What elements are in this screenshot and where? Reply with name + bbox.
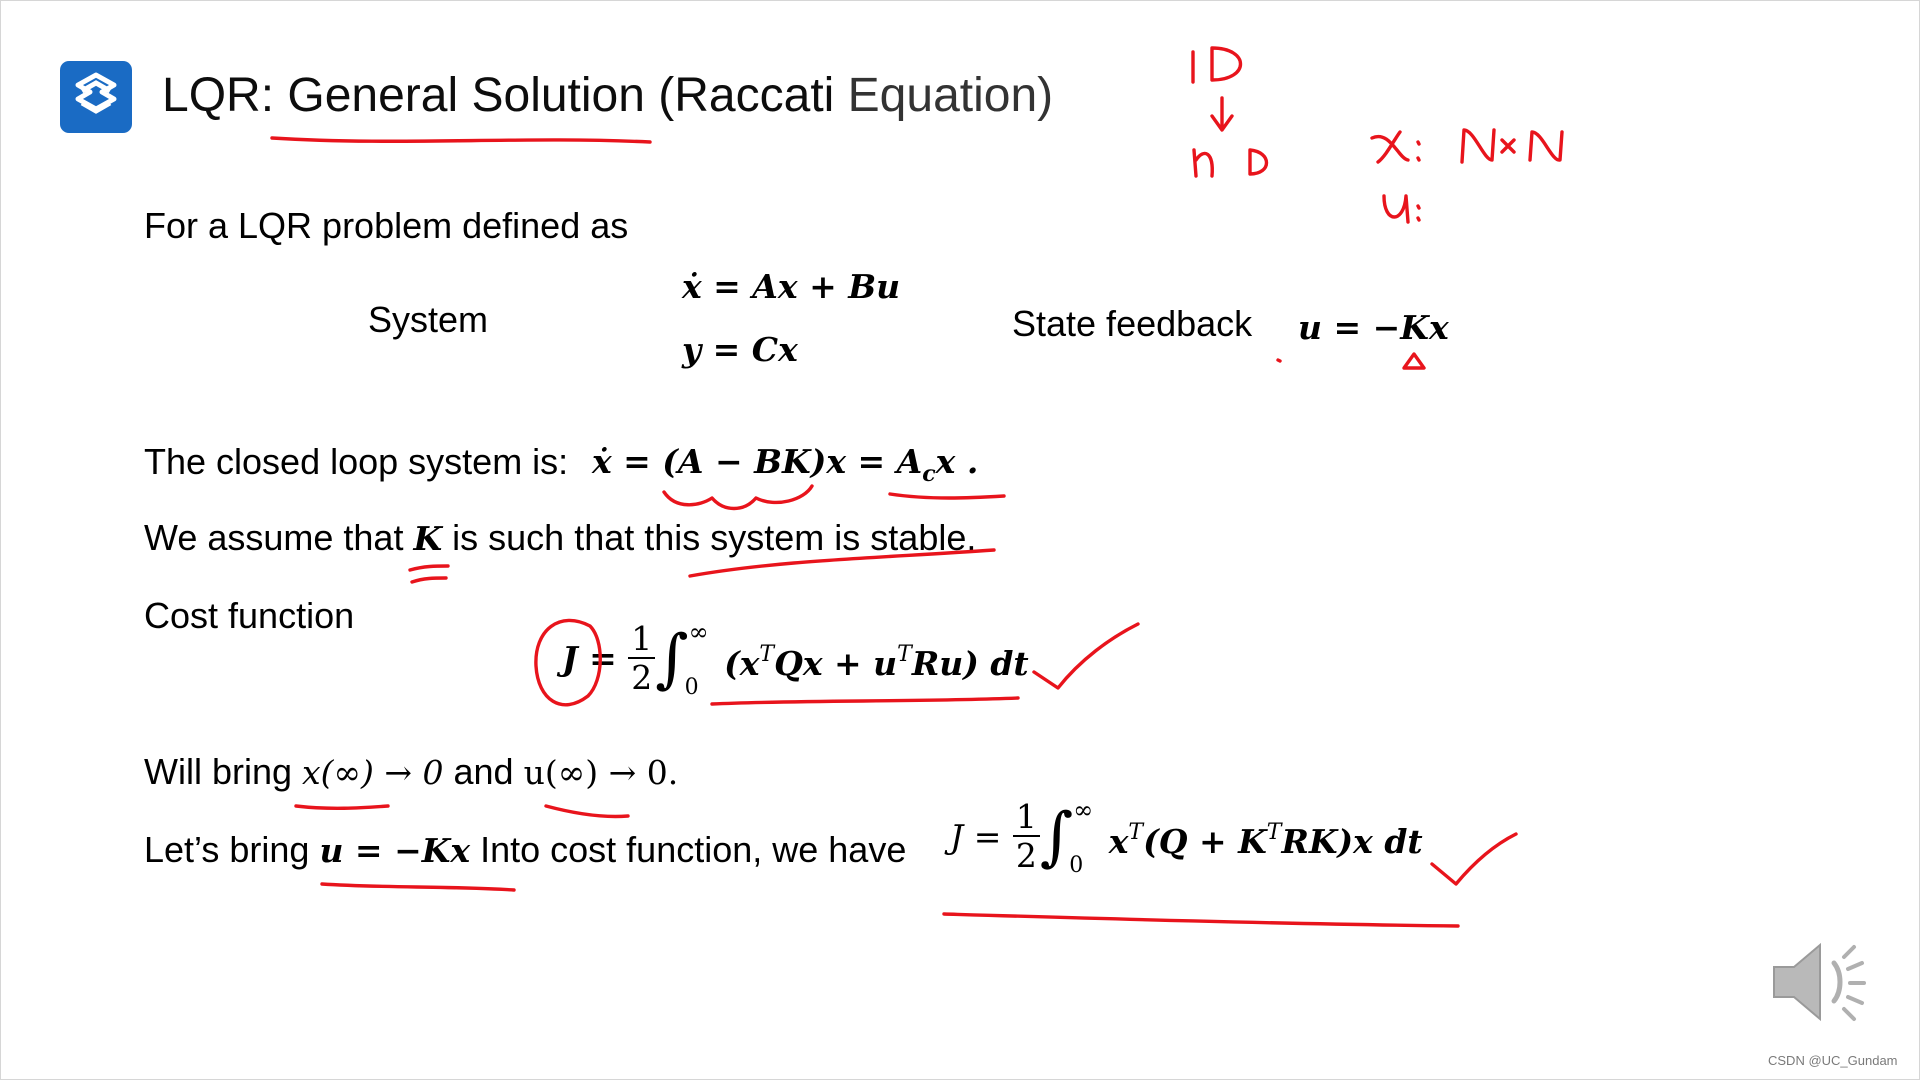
cost-function-label: Cost function <box>144 595 355 636</box>
slide-title <box>162 66 1053 126</box>
cost2-mid: (Q + K <box>1143 821 1267 861</box>
title-raccati: (Raccati <box>644 69 848 122</box>
note-arrow <box>1212 98 1232 130</box>
feedback-label: State feedback <box>1012 303 1253 344</box>
cost2-transpose-2: T <box>1266 819 1282 845</box>
underline-k-2 <box>412 578 446 582</box>
assume-k: K <box>413 519 443 558</box>
stability-assumption <box>144 516 976 561</box>
cost2-end: RK)x dt <box>1281 821 1423 861</box>
note-x-letter <box>1372 132 1408 162</box>
watermark: CSDN @UC_Gundam <box>1768 1053 1898 1068</box>
cost-integrand <box>724 641 1029 683</box>
integrand-part-c: Ru) dt <box>911 643 1029 683</box>
underline-u-inf <box>546 806 628 817</box>
closed-loop-equation <box>592 440 978 496</box>
feedback-dot <box>1278 360 1280 361</box>
title-general-solution: General Solution <box>287 69 645 122</box>
note-x-colon <box>1418 142 1419 160</box>
integral-limits <box>684 616 713 702</box>
transpose-1: T <box>759 641 775 667</box>
cost-function-equation <box>562 616 1029 702</box>
bring-x-limit: x(∞) → 0 <box>302 753 444 792</box>
integral-sign: ∫ <box>655 622 689 696</box>
fraction-half <box>628 621 655 697</box>
note-nxn <box>1462 130 1562 162</box>
cost-function-substituted <box>950 794 1423 880</box>
closed-loop-eq-subscript: c <box>922 461 936 487</box>
bring-and: and <box>443 751 524 792</box>
title-equation: Equation) <box>847 69 1054 122</box>
closed-loop-text: The closed loop system is: <box>144 441 569 482</box>
integral-lower: 0 <box>684 675 699 700</box>
fraction-denominator-2: 2 <box>1015 836 1037 875</box>
cost2-transpose-1: T <box>1128 819 1144 845</box>
cost2-integrand <box>1108 819 1423 861</box>
underline-cost2 <box>944 914 1458 926</box>
underline-general-solution <box>272 138 650 142</box>
note-1d-d <box>1212 48 1241 80</box>
feedback-equation: u = −Kx <box>1298 308 1449 347</box>
title-prefix: LQR: <box>162 69 288 122</box>
integral-limits-2 <box>1069 794 1097 880</box>
bring-u-limit: u(∞) → 0. <box>523 753 679 792</box>
bring-prefix: Will bring <box>144 751 303 792</box>
speaker-icon[interactable] <box>1768 935 1868 1032</box>
note-nd-d <box>1250 150 1267 174</box>
lets-equation: u = −Kx <box>319 831 471 870</box>
intro-text: For a LQR problem defined as <box>144 205 629 246</box>
output-equation: y = Cx <box>682 330 798 369</box>
cost2-j: J = <box>950 817 1002 856</box>
underline-u-kx <box>322 884 514 890</box>
lets-prefix: Let’s bring <box>144 829 320 870</box>
state-equation: ẋ = Ax + Bu <box>682 267 901 306</box>
integral-sign-2: ∫ <box>1039 800 1074 874</box>
integral-upper-2: ∞ <box>1073 796 1094 824</box>
course-logo-icon <box>60 61 132 133</box>
system-label: System <box>368 299 489 340</box>
transpose-2: T <box>897 641 912 667</box>
feedback-k-mark <box>1404 354 1424 368</box>
assume-suffix: is such that this system is stable. <box>442 517 977 558</box>
substitution-statement <box>144 828 906 873</box>
integral-upper: ∞ <box>688 618 709 646</box>
fraction-numerator-2: 1 <box>1013 799 1040 837</box>
convergence-statement <box>144 750 678 795</box>
fraction-denominator: 2 <box>631 658 653 697</box>
cost-j: J = <box>562 639 617 678</box>
note-u-letter <box>1384 196 1408 222</box>
integrand-part-a: (x <box>724 643 760 683</box>
note-u-colon <box>1418 206 1419 220</box>
assume-prefix: We assume that <box>144 517 414 558</box>
fraction-numerator: 1 <box>628 621 655 659</box>
closed-loop-eq-main: ẋ = (A − BK)x = A <box>592 442 923 481</box>
checkmark-1 <box>1034 624 1138 688</box>
cost2-x: x <box>1108 821 1129 861</box>
fraction-half-2 <box>1013 799 1040 875</box>
underline-k <box>410 566 448 570</box>
note-nd-n <box>1194 150 1212 176</box>
closed-loop-eq-tail: x . <box>935 442 979 481</box>
integrand-part-b: Qx + u <box>774 643 898 683</box>
lets-suffix: Into cost function, we have <box>470 829 907 870</box>
checkmark-2 <box>1432 834 1516 884</box>
integral-lower-2: 0 <box>1069 853 1084 878</box>
underline-x-inf <box>296 806 388 808</box>
